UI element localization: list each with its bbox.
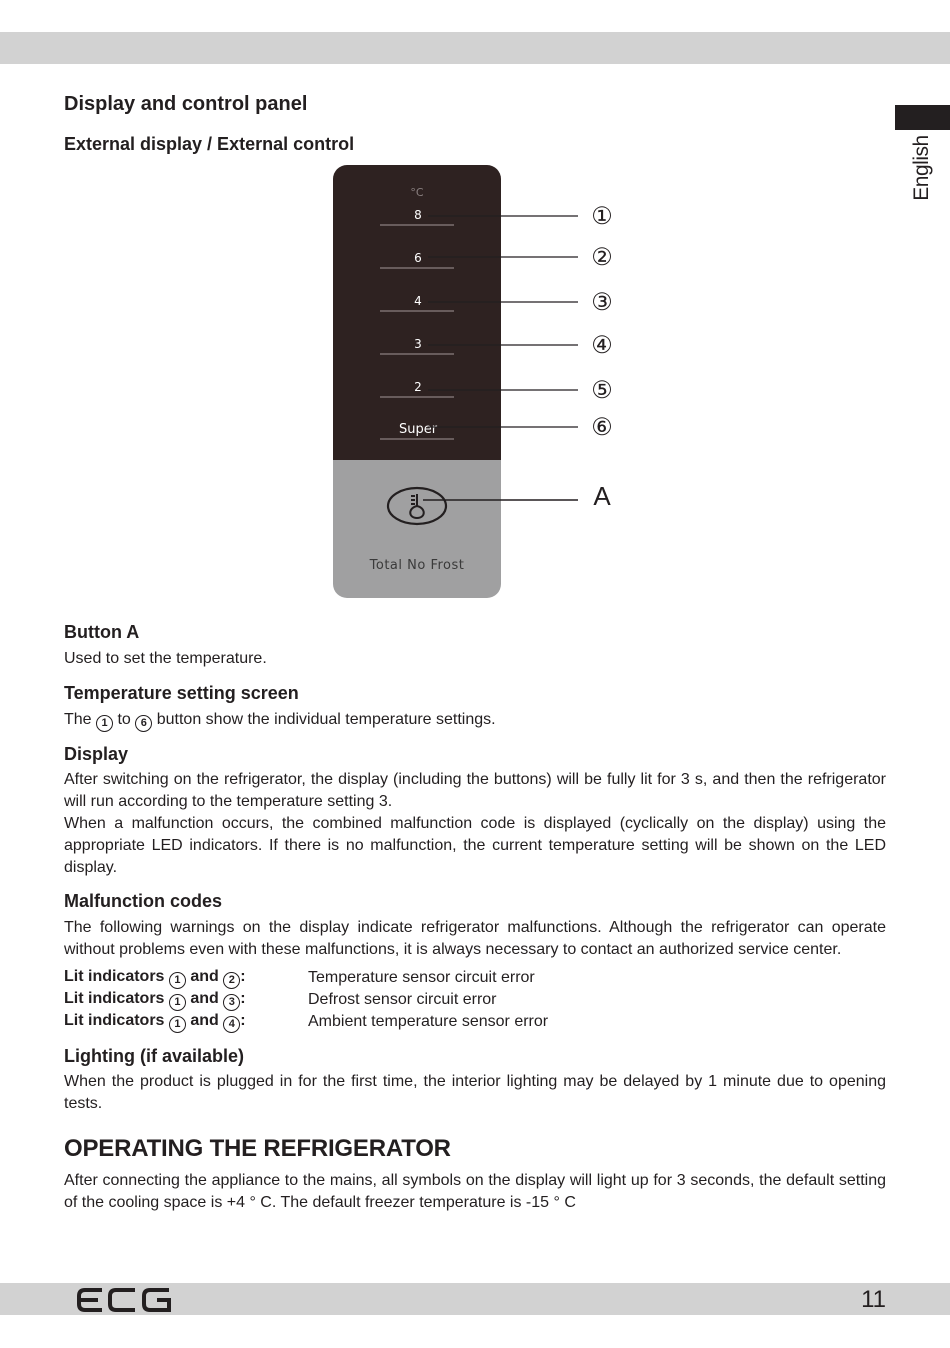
ecg-logo: [76, 1287, 172, 1313]
malfunction-code-row: [64, 967, 664, 989]
header-band: [0, 32, 950, 64]
circled-number: 1: [169, 972, 186, 989]
code-description: Temperature sensor circuit error: [308, 969, 535, 986]
circled-number: 1: [169, 994, 186, 1011]
circled-number-6: 6: [135, 715, 152, 732]
callout-marker-3: ③: [591, 288, 613, 316]
temp-screen-text-pre: The: [64, 711, 92, 728]
brand-text: Total No Frost: [369, 558, 465, 573]
callout-marker-6: ⑥: [591, 413, 613, 441]
callout-marker-4: ④: [591, 331, 613, 359]
language-tab-marker: [895, 105, 950, 130]
button-a-text: Used to set the temperature.: [64, 650, 267, 667]
lighting-text: When the product is plugged in for the first time, the interior lighting may be delayed by 1 minute due to opening tests.: [64, 1073, 886, 1112]
level-button-2[interactable]: 2: [414, 380, 422, 394]
temp-screen-to: to: [117, 711, 131, 728]
level-button-3[interactable]: 3: [414, 337, 422, 351]
language-label: English: [910, 135, 933, 201]
button-a-title: Button A: [64, 622, 140, 642]
display-paragraph-1: After switching on the refrigerator, the display (including the buttons) will be fully lit for 3 s, and then the refrigerator will run according to the temperature setting 3.: [64, 771, 886, 810]
page-number: 11: [861, 1286, 886, 1313]
malfunction-code-list: [64, 967, 664, 1033]
subsection-title: External display / External control: [64, 134, 355, 154]
callout-marker-2: ②: [591, 243, 613, 271]
circled-number: 3: [223, 994, 240, 1011]
code-label: Lit indicators 1 and 2 :: [64, 968, 308, 989]
code-label: Lit indicators 1 and 3 :: [64, 990, 308, 1011]
display-title: Display: [64, 744, 129, 764]
lighting-title: Lighting (if available): [64, 1046, 245, 1066]
temp-screen-text-post: button show the individual temperature settings.: [156, 711, 496, 728]
circled-number-1: 1: [96, 715, 113, 732]
unit-symbol: °C: [410, 186, 424, 199]
temp-screen-title: Temperature setting screen: [64, 683, 299, 703]
malfunction-code-row: [64, 989, 664, 1011]
level-button-4[interactable]: 4: [414, 294, 422, 308]
section-title: Display and control panel: [64, 93, 308, 115]
temp-screen-text: [64, 709, 496, 732]
malfunction-title: Malfunction codes: [64, 891, 223, 911]
control-panel-illustration: [300, 160, 640, 605]
code-description: Defrost sensor circuit error: [308, 991, 497, 1008]
malfunction-text: The following warnings on the display indicate refrigerator malfunctions. Although the refrigerator can operate without problems even with these malfunctions, it is always necessary to contact an authorized service center.: [64, 919, 886, 958]
level-button-8[interactable]: 8: [414, 208, 422, 222]
callout-marker-5: ⑤: [591, 376, 613, 404]
callout-marker-1: ①: [591, 202, 613, 230]
code-description: Ambient temperature sensor error: [308, 1013, 549, 1030]
malfunction-code-row: [64, 1011, 664, 1033]
circled-number: 4: [223, 1016, 240, 1033]
level-button-6[interactable]: 6: [414, 251, 422, 265]
panel-button-area: [333, 460, 501, 600]
callout-marker-a: A: [593, 481, 611, 511]
level-button-super[interactable]: Super: [398, 422, 438, 437]
circled-number: 1: [169, 1016, 186, 1033]
operating-title: OPERATING THE REFRIGERATOR: [64, 1135, 451, 1162]
code-label: Lit indicators 1 and 4 :: [64, 1012, 308, 1033]
display-paragraph-2: When a malfunction occurs, the combined malfunction code is displayed (cyclically on the display) using the appropriate LED indicators. If there is no malfunction, the current temperature setting will be shown on the LED display.: [64, 815, 886, 876]
operating-text: After connecting the appliance to the mains, all symbols on the display will light up for 3 seconds, the default setting of the cooling space is +4 ° C. The default freezer temperature is -15 ° C: [64, 1172, 886, 1211]
circled-number: 2: [223, 972, 240, 989]
